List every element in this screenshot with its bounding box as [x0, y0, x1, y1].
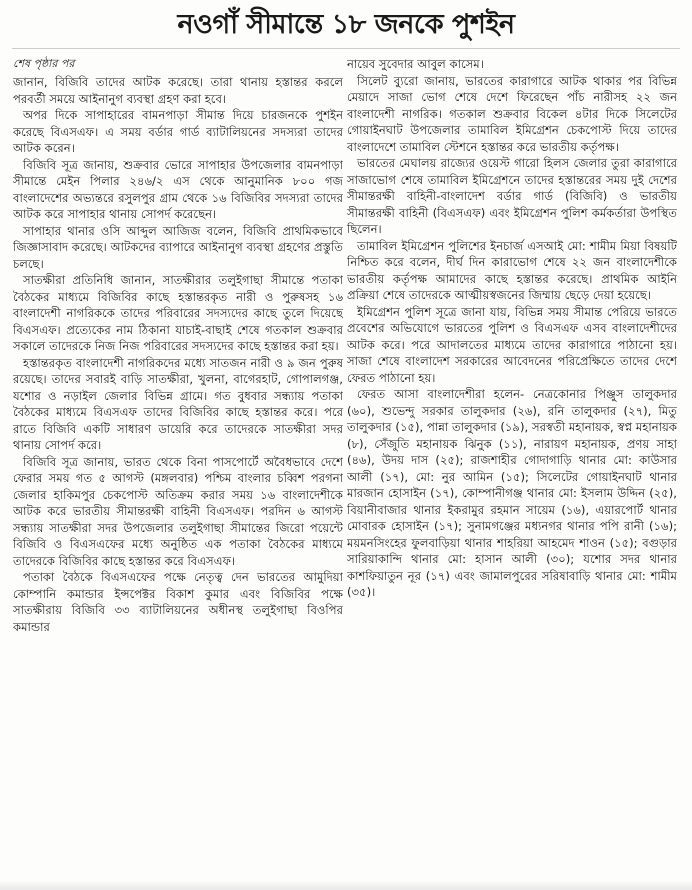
paragraph: সিলেট ব্যুরো জানায়, ভারতের কারাগারে আটক থাকার পর বিভিন্ন মেয়াদে সাজা ভোগ শেষে দেশে ফিরেছেন পাঁচ নারীসহ ২২ জন বাংলাদেশী নাগরিক। গতকাল শুক্রবার বিকেল ৪টার দিকে সিলেটের গোয়াইনঘাট উপজেলার তামাবিল ইমিগ্রেশন চেকপোস্ট দিয়ে তাদের বাংলাদেশে তামাবিল স্টেশনে হস্তান্তর করে ভারতীয় কর্তৃপক্ষ। — [347, 73, 677, 154]
page-bottom-edge — [0, 880, 692, 890]
paragraph: সাতক্ষীরা প্রতিনিধি জানান, সাতক্ষীরার তলুইগাছা সীমান্তে পতাকা বৈঠকের মাধ্যমে বিজিবির কাছে হস্তান্তরকৃত নারী ও পুরুষসহ ১৬ বাংলাদেশী নাগরিককে তাদের পরিবারের সদস্যদের কাছে তুলে দিয়েছে বিএসএফ। প্রত্যেকের নাম ঠিকানা যাচাই-বাছাই শেষে গতকাল শুক্রবার সকালে তাদেরকে নিজ নিজ পরিবারের সদস্যদের কাছে হস্তান্তর করা হয়। — [13, 273, 343, 353]
paragraph: ভারতের মেঘালয় রাজ্যের ওয়েস্ট গারো হিলস জেলার তুরা কারাগারে সাজাভোগ শেষে তামাবিল ইমিগ্রেশনে তাদের হস্তান্তরের সময় দুই দেশের সীমান্তরক্ষী বাহিনী-বাংলাদেশ বর্ডার গার্ড (বিজিবি) ও ভারতীয় সীমান্তরক্ষী বাহিনী (বিএসএফ) এবং ইমিগ্রেশন পুলিশ কর্মকর্তারা উপস্থিত ছিলেন। — [347, 156, 677, 236]
paragraph: হস্তান্তরকৃত বাংলাদেশী নাগরিকদের মধ্যে সাতজন নারী ও ৯ জন পুরুষ রয়েছে। তাদের সবারই বাড়ি সাতক্ষীরা, খুলনা, বাগেরহাট, গোপালগঞ্জ, যশোর ও নড়াইল জেলার বিভিন্ন গ্রামে। গত বুধবার সন্ধ্যায় পতাকা বৈঠকের মাধ্যমে বিএসএফ তাদের বিজিবির কাছে হস্তান্তর করে। পরে রাতে বিজিবি একটি সাধারণ ডায়েরি করে তাদেরকে সাতক্ষীরা সদর থানায় সোপর্দ করে। — [13, 355, 343, 452]
paragraph: জানান, বিজিবি তাদের আটক করেছে। তারা থানায় হস্তান্তর করলে পরবর্তী সময়ে আইনানুগ ব্যবস্থা গ্রহণ করা হবে। — [13, 75, 343, 106]
headline-rule — [12, 48, 680, 49]
paragraph: বিজিবি সূত্র জানায়, শুক্রবার ভোরে সাপাহার উপজেলার বামনপাড়া সীমান্তে মেইন পিলার ২৪৬/২ এস থেকে আনুমানিক ৮০০ গজ বাংলাদেশের অভ্যন্তরে রসুলপুর গ্রাম থেকে ১৬ বিজিবির সদস্যরা তাদের আটক করে সাপাহার থানায় সোপর্দ করেছেন। — [13, 157, 343, 221]
paragraph: ফেরত আসা বাংলাদেশীরা হলেন- নেত্রকোনার পিঞ্জুস তালুকদার (৬০), শুভেন্দু সরকার তালুকদার (২৬), রনি তালুকদার (২৭), মিতু তালুকদার (১৫), পান্না তালুকদার (১৯), সরস্বতী মহানায়ক, স্বপ্ন মহানায়ক (৮), সেঁজুতি মহানায়ক ঝিনুক (১১), নারায়ণ মহানায়ক, প্রণয় সাহা (৪৬), উদয় দাস (২৫); রাজশাহীর গোদাগাড়ি থানার মো: কাউসার আলী (১৭), মো: নুর আমিন (১৫); সিলেটের গোয়াইনঘাট থানার মারজান হোসাইন (১৭), কোম্পানীগঞ্জ থানার মো: ইসলাম উদ্দিন (২৫), বিয়ানীবাজার থানার ইকরামুর রহমান সায়েম (১৬), এয়ারপোর্ট থানার মোবারক হোসাইন (১৭); সুনামগঞ্জের মধ্যনগর থানার পপি রানী (১৬); ময়মনসিংহের ফুলবাড়িয়া থানার শাহরিয়া আহমেদ শাওন (১৫); বগুড়ার সারিয়াকান্দি থানার মো: হাসান আলী (৩০); যশোর সদর থানার কাশফিয়াতুন নূর (১৭) এবং জামালপুরের সরিষাবাড়ি থানার মো: শামীম (৩৫)। — [347, 387, 677, 599]
paragraph: পতাকা বৈঠকে বিএসএফের পক্ষে নেতৃত্ব দেন ভারতের আমুদিয়া কোম্পানি কমান্ডার ইন্সপেক্টর বিকাশ কুমার এবং বিজিবির পক্ষে সাতক্ষীরায় বিজিবি ৩৩ ব্যাটালিয়নের অধীনস্থ তলুইগাছা বিওপির কমান্ডার — [13, 570, 343, 634]
right-column — [347, 56, 677, 884]
paragraph: ইমিগ্রেশন পুলিশ সূত্রে জানা যায়, বিভিন্ন সময় সীমান্ত পেরিয়ে ভারতে প্রবেশের অভিযোগে ভারতের পুলিশ ও বিএসএফ এসব বাংলাদেশীদের আটক করে। পরে আদালতের মাধ্যমে তাদের কারাগারে পাঠানো হয়। সাজা শেষে বাংলাদেশ সরকারের আবেদনের পরিপ্রেক্ষিতে তাদের দেশে ফেরত পাঠানো হয়। — [347, 304, 677, 385]
paragraph: তামাবিল ইমিগ্রেশন পুলিশের ইনচার্জ এসআই মো: শামীম মিয়া বিষয়টি নিশ্চিত করে বলেন, দীর্ঘ দিন কারাভোগ শেষে ২২ জন বাংলাদেশীকে ভারতীয় কর্তৃপক্ষ আমাদের কাছে হস্তান্তর করেছে। প্রাথমিক আইনি প্রক্রিয়া শেষে তাদেরকে আত্মীয়স্বজনের জিম্মায় ছেড়ে দেয়া হয়েছে। — [347, 238, 677, 302]
left-column — [13, 56, 343, 884]
paragraph: সাপাহার থানার ওসি আব্দুল আজিজ বলেন, বিজিবি প্রাথমিকভাবে জিজ্ঞাসাবাদ করেছে। আটকদের ব্যাপারে আইনানুগ ব্যবস্থা গ্রহণের প্রস্তুতি চলছে। — [13, 223, 343, 271]
continued-from-kicker: শেষ পৃষ্ঠার পর — [13, 57, 75, 70]
paragraph: বিজিবি সূত্র জানায়, ভারত থেকে বিনা পাসপোর্টে অবৈধভাবে দেশে ফেরার সময় গত ৫ আগস্ট (মঙ্গলবার) পশ্চিম বাংলার চব্বিশ পরগনা জেলার হাকিমপুর চেকপোস্ট অতিক্রম করার সময় ১৬ বাংলাদেশীকে আটক করে ভারতীয় সীমান্তরক্ষী বাহিনী বিএসএফ। পরদিন ৬ আগস্ট সন্ধ্যায় সাতক্ষীরা সদর উপজেলার তলুইগাছা সীমান্তের জিরো পয়েন্টে বিজিবি ও বিএসএফের মধ্যে অনুষ্ঠিত এক পতাকা বৈঠকের মাধ্যমে তাদেরকে বিজিবির কাছে হস্তান্তর করে বিএসএফ। — [13, 454, 343, 568]
paragraph: অপর দিকে সাপাহারের বামনপাড়া সীমান্ত দিয়ে চারজনকে পুশইন করেছে বিএসএফ। এ সময় বর্ডার গার্ড ব্যাটালিয়নের সদস্যরা তাদের আটক করেন। — [13, 108, 343, 155]
paragraph: নায়েব সুবেদার আবুল কাসেম। — [347, 57, 484, 71]
headline: নওগাঁ সীমান্তে ১৮ জনকে পুশইন — [177, 9, 515, 40]
